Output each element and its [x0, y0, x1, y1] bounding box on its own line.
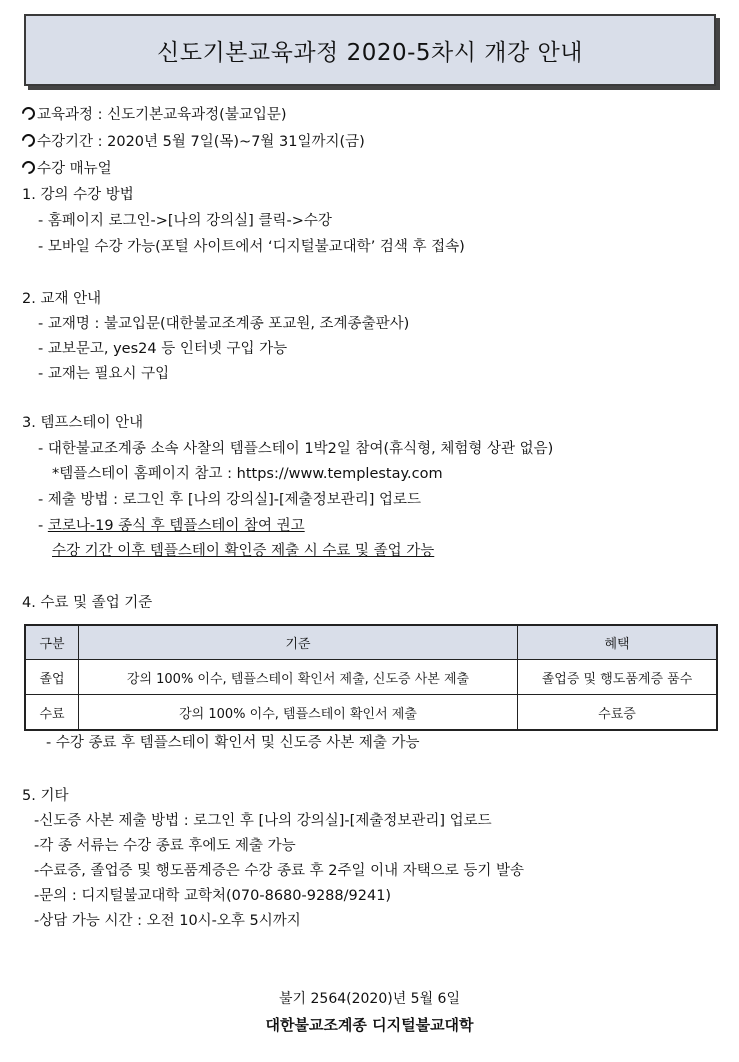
circle-bullet-icon — [19, 131, 37, 149]
table-cell: 수료증 — [518, 695, 718, 731]
table-header: 기준 — [79, 625, 518, 660]
section5-item: -각 종 서류는 수강 종료 후에도 제출 가능 — [34, 838, 296, 854]
intro-manual — [22, 159, 112, 179]
table-header-row — [25, 625, 717, 660]
footer-date: 불기 2564(2020)년 5월 6일 — [279, 991, 460, 1007]
section2-item: - 교보문고, yes24 등 인터넷 구입 가능 — [38, 341, 288, 357]
page-title: 신도기본교육과정 2020-5차시 개강 안내 — [157, 39, 583, 66]
title-box — [24, 14, 716, 86]
intro-course-text: 교육과정 : 신도기본교육과정(불교입문) — [37, 107, 287, 123]
table-cell: 강의 100% 이수, 템플스테이 확인서 제출 — [79, 695, 518, 731]
dash-prefix: - — [38, 518, 48, 534]
section1-item: - 홈페이지 로그인->[나의 강의실] 클릭->수강 — [38, 213, 332, 229]
intro-period — [22, 132, 365, 152]
table-cell: 수료 — [25, 695, 79, 731]
intro-manual-text: 수강 매뉴얼 — [37, 161, 112, 177]
table-row — [25, 695, 717, 731]
section3-heading: 3. 템프스테이 안내 — [22, 415, 144, 431]
intro-period-text: 수강기간 : 2020년 5월 7일(목)~7월 31일까지(금) — [37, 134, 365, 150]
section2-heading: 2. 교재 안내 — [22, 291, 102, 307]
section5-item: -문의 : 디지털불교대학 교학처(070-8680-9288/9241) — [34, 888, 392, 904]
criteria-table — [24, 624, 718, 731]
section5-item: -수료증, 졸업증 및 행도품계증은 수강 종료 후 2주일 이내 자택으로 등기 발송 — [34, 863, 524, 879]
section2-item: - 교재는 필요시 구입 — [38, 366, 170, 382]
section5-item: -신도증 사본 제출 방법 : 로그인 후 [나의 강의실]-[제출정보관리] 업로드 — [34, 813, 492, 829]
section3-item-covid — [38, 516, 305, 536]
table-header: 구분 — [25, 625, 79, 660]
footer-org: 대한불교조계종 디지털불교대학 — [265, 1016, 474, 1034]
circle-bullet-icon — [19, 104, 37, 122]
section5-item: -상담 가능 시간 : 오전 10시-오후 5시까지 — [34, 913, 301, 929]
section4-heading: 4. 수료 및 졸업 기준 — [22, 595, 153, 611]
table-cell: 졸업 — [25, 660, 79, 695]
section1-heading: 1. 강의 수강 방법 — [22, 187, 134, 203]
section3-item: - 대한불교조계종 소속 사찰의 템플스테이 1박2일 참여(휴식형, 체험형 상관 없음) — [38, 441, 554, 457]
covid-notice: 코로나-19 종식 후 템플스테이 참여 권고 — [47, 518, 305, 534]
section5-heading: 5. 기타 — [22, 788, 69, 804]
table-header: 혜택 — [518, 625, 718, 660]
section3-item-cont: 수강 기간 이후 템플스테이 확인증 제출 시 수료 및 졸업 가능 — [52, 543, 435, 559]
section4-note: - 수강 종료 후 템플스테이 확인서 및 신도증 사본 제출 가능 — [46, 735, 420, 751]
circle-bullet-icon — [19, 158, 37, 176]
section2-item: - 교재명 : 불교입문(대한불교조계종 포교원, 조계종출판사) — [38, 316, 410, 332]
table-row — [25, 660, 717, 695]
table-cell: 졸업증 및 행도품계증 품수 — [518, 660, 718, 695]
intro-course — [22, 105, 287, 125]
section1-item: - 모바일 수강 가능(포털 사이트에서 ‘디지털불교대학’ 검색 후 접속) — [38, 239, 465, 255]
section3-note: *템플스테이 홈페이지 참고 : https://www.templestay.com — [52, 466, 443, 482]
section3-item: - 제출 방법 : 로그인 후 [나의 강의실]-[제출정보관리] 업로드 — [38, 492, 422, 508]
table-cell: 강의 100% 이수, 템플스테이 확인서 제출, 신도증 사본 제출 — [79, 660, 518, 695]
